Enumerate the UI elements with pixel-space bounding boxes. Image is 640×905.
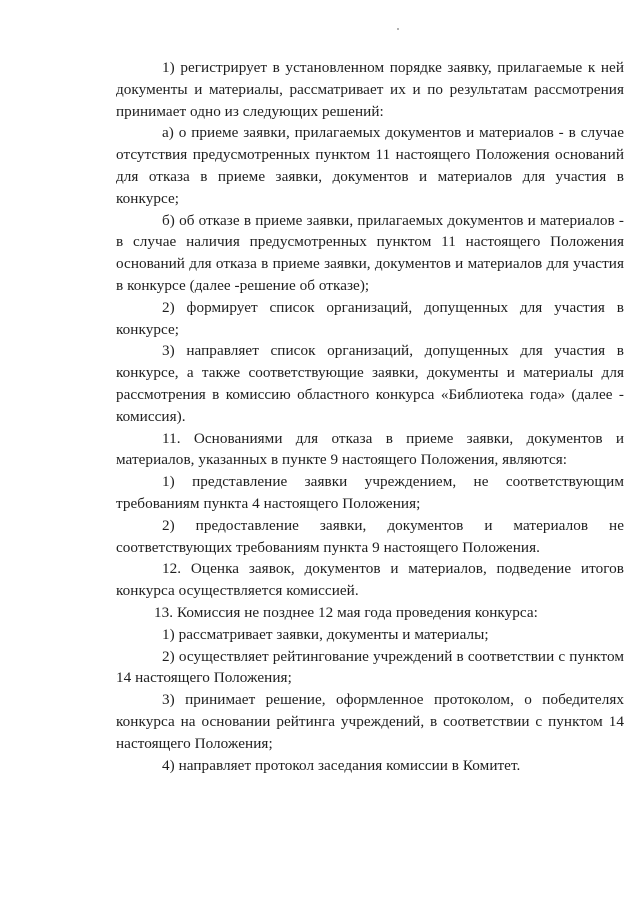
- paragraph-11-grounds-for-refusal: 11. Основаниями для отказа в приеме заявки, документов и материалов, указанных в пункте 9 настоящего Положения, являются:: [116, 429, 624, 469]
- paragraph-11-2-noncompliant-documents: 2) предоставление заявки, документов и материалов не соответствующих требованиям пункта 9 настоящего Положения.: [116, 516, 624, 556]
- paragraph-1-registers-application: 1) регистрирует в установленном порядке заявку, прилагаемые к ней документы и материалы, рассматривает их и по результатам рассмотрения принимает одно из следующих решений:: [116, 59, 624, 120]
- document-body: [116, 57, 624, 776]
- paragraph-2-forms-list: 2) формирует список организаций, допущенных для участия в конкурсе;: [116, 298, 624, 338]
- paragraph-13-2-rates-institutions: 2) осуществляет рейтингование учреждений в соответствии с пунктом 14 настоящего Положения;: [116, 647, 624, 687]
- paragraph-3-sends-list: 3) направляет список организаций, допущенных для участия в конкурсе, а также соответствующие заявки, документы и материалы для рассмотрения в комиссию областного конкурса «Библиотека года» (далее - комиссия).: [116, 342, 624, 425]
- paragraph-11-1-noncompliant-institution: 1) представление заявки учреждением, не соответствующим требованиям пункта 4 настоящего Положения;: [116, 473, 624, 512]
- paragraph-13-3-decides-winners: 3) принимает решение, оформленное протоколом, о победителях конкурса на основании рейтинга учреждений, в соответствии с пунктом 14 настоящего Положения;: [116, 691, 624, 752]
- paragraph-1a-accept-application: а) о приеме заявки, прилагаемых документов и материалов - в случае отсутствия предусмотренных пунктом 11 настоящего Положения оснований для отказа в приеме заявки, документов и материалов для участия в конкурсе;: [116, 124, 624, 207]
- paragraph-13-commission-deadline: 13. Комиссия не позднее 12 мая года проведения конкурса:: [154, 603, 538, 621]
- paragraph-13-4-sends-protocol: 4) направляет протокол заседания комиссии в Комитет.: [162, 756, 521, 774]
- paragraph-1b-refuse-application: б) об отказе в приеме заявки, прилагаемых документов и материалов - в случае наличия предусмотренных пунктом 11 настоящего Положения оснований для отказа в приеме заявки, документов и материалов для участия в конкурсе (далее -решение об отказе);: [116, 211, 624, 294]
- scan-dot-mark: [397, 28, 399, 30]
- paragraph-12-evaluation: 12. Оценка заявок, документов и материалов, подведение итогов конкурса осуществляется комиссией.: [116, 560, 624, 600]
- paragraph-13-1-reviews-applications: 1) рассматривает заявки, документы и материалы;: [162, 625, 489, 643]
